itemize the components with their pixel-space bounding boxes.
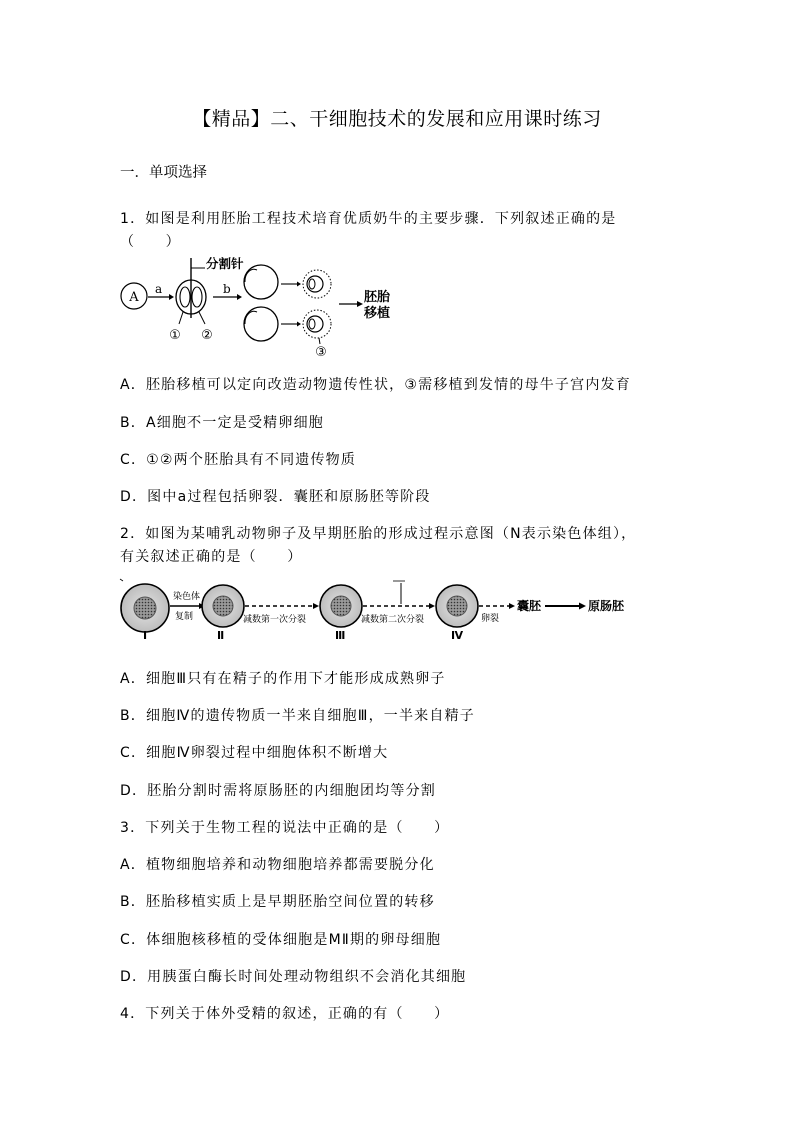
- cell-iv-label: Ⅳ: [451, 629, 464, 642]
- q1-option-c: C．①②两个胚胎具有不同遗传物质: [120, 452, 357, 468]
- q2-option-a: A．细胞Ⅲ只有在精子的作用下才能形成成熟卵子: [120, 671, 446, 687]
- arrow-a-label: a: [155, 282, 163, 296]
- oocyte-development-figure: [117, 577, 647, 643]
- q2-option-b: B．细胞Ⅳ的遗传物质一半来自细胞Ⅲ，一半来自精子: [120, 708, 475, 724]
- transfer-label-1: 胚胎: [364, 290, 391, 305]
- step-2: 减数第一次分裂: [243, 615, 307, 625]
- cell-ii-label: Ⅱ: [217, 629, 225, 642]
- q1-option-b: B．A细胞不一定是受精卵细胞: [120, 415, 324, 431]
- q1-option-a: A．胚胎移植可以定向改造动物遗传性状，③需移植到发情的母牛子宫内发育: [120, 377, 631, 393]
- section-heading: 一．单项选择: [120, 165, 207, 181]
- q3-option-b: B．胚胎移植实质上是早期胚胎空间位置的转移: [120, 894, 435, 910]
- q2-option-d: D．胚胎分割时需将原肠胚的内细胞团均等分割: [120, 783, 436, 799]
- half-embryo-bottom: [244, 307, 278, 341]
- q3-option-c: C．体细胞核移植的受体细胞是MⅡ期的卵母细胞: [120, 932, 442, 948]
- step-1b: 复制: [175, 612, 194, 622]
- stage-blastocyst: 囊胚: [517, 599, 542, 613]
- cell-i-label: Ⅰ: [143, 629, 148, 642]
- q1-paren: （ ）: [120, 234, 181, 250]
- transfer-label-2: 移植: [364, 306, 391, 321]
- q2-stem-2: 有关叙述正确的是（ ）: [120, 549, 303, 565]
- stage-gastrula: 原肠胚: [588, 599, 625, 613]
- q2-stem-1: 2．如图为某哺乳动物卵子及早期胚胎的形成过程示意图（N表示染色体组），: [120, 526, 637, 542]
- step-4: 卵裂: [481, 614, 500, 624]
- label-1: ①: [169, 328, 181, 343]
- q3-option-a: A．植物细胞培养和动物细胞培养都需要脱分化: [120, 857, 435, 873]
- arrow-b-label: b: [223, 282, 231, 296]
- label-2: ②: [201, 328, 213, 343]
- q1-stem: 1．如图是利用胚胎工程技术培育优质奶牛的主要步骤．下列叙述正确的是: [120, 211, 617, 227]
- q1-option-d: D．图中a过程包括卵裂．囊胚和原肠胚等阶段: [120, 489, 431, 505]
- step-1a: 染色体: [173, 592, 201, 602]
- q3-stem: 3．下列关于生物工程的说法中正确的是（ ）: [120, 820, 450, 836]
- q4-stem: 4．下列关于体外受精的叙述，正确的有（ ）: [120, 1006, 450, 1022]
- q2-option-c: C．细胞Ⅳ卵裂过程中细胞体积不断增大: [120, 745, 389, 761]
- step-3: 减数第二次分裂: [361, 615, 425, 625]
- half-embryo-top: [244, 265, 278, 299]
- needle-label: 分割针: [206, 256, 244, 271]
- page-title: 【精品】二、干细胞技术的发展和应用课时练习: [192, 108, 602, 130]
- cell-iii-label: Ⅲ: [335, 629, 346, 642]
- cell-a-label: A: [129, 290, 139, 305]
- q3-option-d: D．用胰蛋白酶长时间处理动物组织不会消化其细胞: [120, 969, 467, 985]
- label-3: ③: [315, 345, 327, 360]
- embryo-splitting-figure: [117, 254, 407, 362]
